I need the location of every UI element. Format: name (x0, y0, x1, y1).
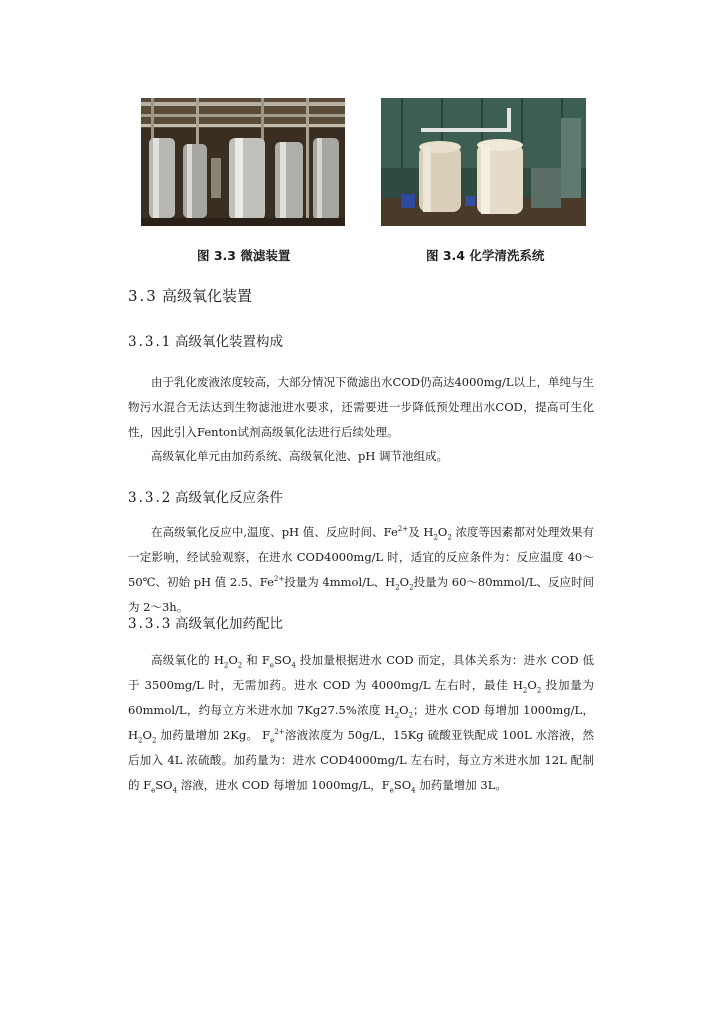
paragraph-units: 高级氧化单元由加药系统、高级氧化池、pH 调节池组成。 (151, 449, 449, 463)
figure-caption-3-3: 图 3.3 微滤装置 (197, 248, 291, 263)
subsection-number: 3.3.1 (128, 334, 173, 350)
section-number: 3.3 (128, 287, 158, 305)
chemical-cleaning-photo (381, 98, 586, 226)
figure-caption-3-4: 图 3.4 化学清洗系统 (426, 248, 545, 263)
subsection-heading-3-3-1 (128, 330, 283, 350)
subsection-heading-3-3-2 (128, 486, 283, 506)
subsection-number: 3.3.3 (128, 616, 173, 632)
paragraph-dosing-ratio: 高级氧化的 $H_2O_2$ 和 $F_eSO_4$ 投加量根据进水 COD 而定，具体关系为：进水 COD 低于 3500mg/L 时，无需加药。进水 COD 为 4000mg/L 左右时，最佳 $H_2O_2$ 投加量为 60mmol/L，约每立方米进水加 7Kg27.5%浓度 $H_2O_2$；进水 COD 每增加 1000mg/L，$H_2O_2$ 加药量增加 2Kg。 $F_e^{2+}$溶液浓度为 50g/L，15Kg 硫酸亚铁配成 100L 水溶液，然后加入 4L 浓硫酸。加药量为：进水 COD4000mg/L 左右时，每立方米进水加 12L 配制的 $F_eSO_4$ 溶液，进水 COD 每增加 1000mg/L，$F_eSO_4$ 加药量增加 3L。 (128, 653, 595, 795)
subsection-title: 高级氧化装置构成 (175, 334, 283, 350)
subsection-title: 高级氧化反应条件 (175, 490, 283, 506)
section-title: 高级氧化装置 (162, 287, 253, 305)
paragraph-composition: 由于乳化废液浓度较高，大部分情况下微滤出水COD仍高达4000mg/L以上，单纯与生物污水混合无法达到生物滤池进水要求，还需要进一步降低预处理出水COD，提高可生化性，因此引入Fenton试剂高级氧化法进行后续处理。 (128, 375, 594, 439)
paragraph-reaction-conditions: 在高级氧化反应中,温度、pH 值、反应时间、$Fe^{2+}$及 $H_2O_2$ 浓度等因素都对处理效果有一定影响，经试验观察，在进水 COD4000mg/L 时，适宜的反应条件为：反应温度 40～50℃、初始 pH 值 2.5、$Fe^{2+}$投量为 4mmol/L、$H_2O_2$投量为 60～80mmol/L、反应时间为 2～3h。 (128, 525, 595, 614)
microfiltration-photo (141, 98, 345, 226)
subsection-heading-3-3-3 (128, 612, 283, 632)
subsection-title: 高级氧化加药配比 (175, 616, 283, 632)
subsection-number: 3.3.2 (128, 490, 173, 506)
section-heading (128, 285, 252, 306)
